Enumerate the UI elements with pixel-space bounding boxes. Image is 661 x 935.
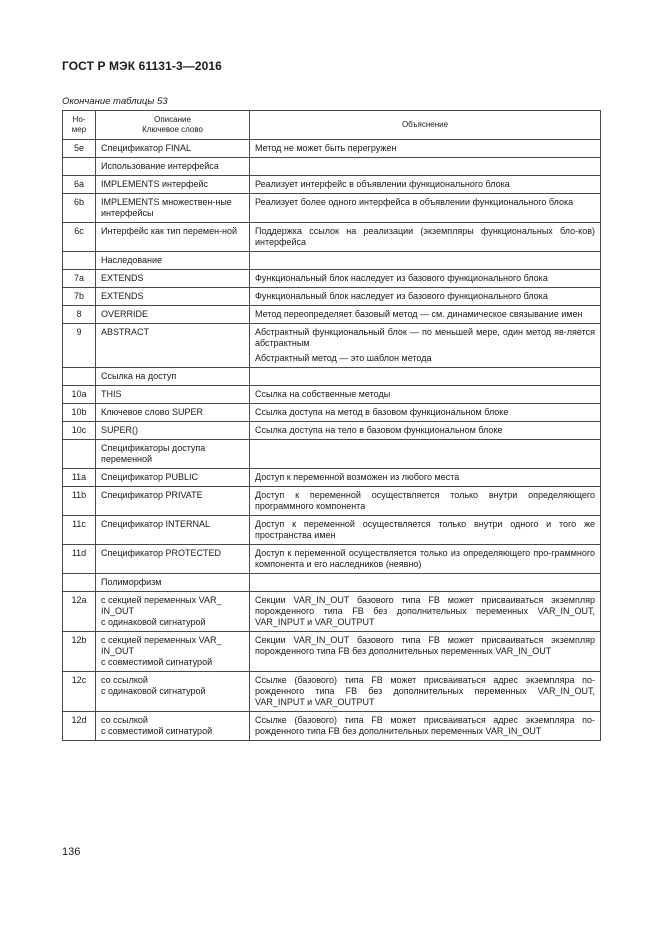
description-text: Спецификатор PROTECTED bbox=[101, 548, 221, 558]
row-explanation bbox=[250, 516, 601, 545]
description-text: Спецификатор FINAL bbox=[101, 143, 191, 153]
explanation-text: Доступ к переменной осуществляется только внутри определяющего программного компонента bbox=[255, 490, 595, 511]
header-description bbox=[96, 111, 250, 140]
row-number bbox=[63, 158, 96, 176]
explanation-text: Доступ к переменной осуществляется только внутри одного и того же пространства имен bbox=[255, 519, 595, 540]
table-row bbox=[63, 516, 601, 545]
row-explanation bbox=[250, 545, 601, 574]
description-text: EXTENDS bbox=[101, 273, 144, 283]
description-text: Спецификаторы доступа переменной bbox=[101, 443, 206, 464]
explanation-text: Доступ к переменной осуществляется только из определяющего про-граммного компонента и его наследников (неявно) bbox=[255, 548, 595, 569]
explanation-text: Ссылка доступа на тело в базовом функциональном блоке bbox=[255, 425, 503, 435]
explanation-text: Секции VAR_IN_OUT базового типа FB может присваиваться экземпляр порожденного типа FB без дополнительных переменных VAR_IN_OUT bbox=[255, 635, 595, 656]
row-description bbox=[96, 404, 250, 422]
explanation-text: Поддержка ссылок на реализации (экземпляры функциональных бло-ков) интерфейса bbox=[255, 226, 595, 247]
table-row bbox=[63, 422, 601, 440]
row-explanation bbox=[250, 306, 601, 324]
description-subtext: с совместимой сигнатурой bbox=[101, 726, 213, 736]
table-row bbox=[63, 632, 601, 672]
table-row bbox=[63, 672, 601, 712]
section-row bbox=[63, 440, 601, 469]
row-number: 6b bbox=[63, 194, 96, 223]
table-header-row bbox=[63, 111, 601, 140]
row-number: 10b bbox=[63, 404, 96, 422]
table-row bbox=[63, 306, 601, 324]
explanation-text: Ссылке (базового) типа FB может присваиваться адрес экземпляра по-рожденного типа FB без дополнительных переменных VAR_IN_OUT bbox=[255, 715, 595, 736]
table-row bbox=[63, 487, 601, 516]
row-description bbox=[96, 306, 250, 324]
table-row bbox=[63, 386, 601, 404]
description-text: Спецификатор PRIVATE bbox=[101, 490, 203, 500]
description-subtext: с одинаковой сигнатурой bbox=[101, 617, 206, 627]
section-heading bbox=[96, 574, 250, 592]
row-number: 7a bbox=[63, 270, 96, 288]
description-subtext: с одинаковой сигнатурой bbox=[101, 686, 206, 696]
row-explanation bbox=[250, 469, 601, 487]
row-explanation bbox=[250, 574, 601, 592]
row-number: 12d bbox=[63, 712, 96, 741]
explanation-text: Абстрактный функциональный блок — по меньшей мере, один метод яв-ляется абстрактным bbox=[255, 327, 595, 348]
description-text: со ссылкой bbox=[101, 675, 148, 685]
row-description bbox=[96, 672, 250, 712]
section-row bbox=[63, 158, 601, 176]
row-number bbox=[63, 252, 96, 270]
row-description bbox=[96, 270, 250, 288]
row-explanation bbox=[250, 176, 601, 194]
section-heading bbox=[96, 252, 250, 270]
row-explanation bbox=[250, 194, 601, 223]
section-heading bbox=[96, 158, 250, 176]
description-text: IMPLEMENTS множествен-ные интерфейсы bbox=[101, 197, 232, 218]
description-text: Спецификатор INTERNAL bbox=[101, 519, 210, 529]
explanation-text: Секции VAR_IN_OUT базового типа FB может присваиваться экземпляр порожденного типа FB без дополнительных переменных VAR_IN_OUT, VAR_INPUT и VAR_OUTPUT bbox=[255, 595, 595, 627]
row-description bbox=[96, 386, 250, 404]
table-row bbox=[63, 712, 601, 741]
row-explanation bbox=[250, 223, 601, 252]
row-description bbox=[96, 712, 250, 741]
table-row bbox=[63, 545, 601, 574]
explanation-text: Метод не может быть перегружен bbox=[255, 143, 397, 153]
row-number bbox=[63, 574, 96, 592]
table-caption: Окончание таблицы 53 bbox=[62, 96, 168, 107]
page-number: 136 bbox=[62, 846, 81, 858]
section-row bbox=[63, 252, 601, 270]
row-explanation bbox=[250, 324, 601, 368]
explanation-text: Ссылка доступа на метод в базовом функциональном блоке bbox=[255, 407, 509, 417]
description-text: IMPLEMENTS интерфейс bbox=[101, 179, 208, 189]
description-text: THIS bbox=[101, 389, 122, 399]
row-number: 12b bbox=[63, 632, 96, 672]
row-explanation bbox=[250, 422, 601, 440]
header-explanation: Объяснение bbox=[250, 111, 601, 140]
row-description bbox=[96, 324, 250, 368]
description-text: Полиморфизм bbox=[101, 577, 162, 587]
table-row bbox=[63, 592, 601, 632]
row-description bbox=[96, 487, 250, 516]
row-explanation bbox=[250, 386, 601, 404]
row-number: 7b bbox=[63, 288, 96, 306]
section-heading bbox=[96, 440, 250, 469]
description-text: с секцией переменных VAR_ IN_OUT bbox=[101, 595, 222, 616]
table-row bbox=[63, 194, 601, 223]
row-explanation bbox=[250, 632, 601, 672]
row-description bbox=[96, 176, 250, 194]
row-explanation bbox=[250, 140, 601, 158]
row-description bbox=[96, 194, 250, 223]
row-number: 9 bbox=[63, 324, 96, 368]
explanation-text: Ссылке (базового) типа FB может присваиваться адрес экземпляра по-рожденного типа FB без дополнительных переменных VAR_IN_OUT, VAR_INPUT и VAR_OUTPUT bbox=[255, 675, 595, 707]
row-number bbox=[63, 440, 96, 469]
row-number: 8 bbox=[63, 306, 96, 324]
description-text: Ссылка на доступ bbox=[101, 371, 177, 381]
description-text: с секцией переменных VAR_ IN_OUT bbox=[101, 635, 222, 656]
table-row bbox=[63, 324, 601, 368]
row-explanation bbox=[250, 270, 601, 288]
row-number: 6a bbox=[63, 176, 96, 194]
row-number: 6c bbox=[63, 223, 96, 252]
row-explanation bbox=[250, 288, 601, 306]
row-description bbox=[96, 516, 250, 545]
standard-title: ГОСТ Р МЭК 61131-3—2016 bbox=[62, 59, 222, 73]
explanation-text: Функциональный блок наследует из базового функционального блока bbox=[255, 291, 548, 301]
row-explanation bbox=[250, 252, 601, 270]
description-text: Спецификатор PUBLIC bbox=[101, 472, 198, 482]
row-description bbox=[96, 592, 250, 632]
explanation-text: Ссылка на собственные методы bbox=[255, 389, 391, 399]
row-description bbox=[96, 545, 250, 574]
table-row bbox=[63, 223, 601, 252]
row-explanation bbox=[250, 487, 601, 516]
description-text: Ключевое слово SUPER bbox=[101, 407, 203, 417]
row-number bbox=[63, 368, 96, 386]
row-number: 10a bbox=[63, 386, 96, 404]
description-text: EXTENDS bbox=[101, 291, 144, 301]
row-number: 10c bbox=[63, 422, 96, 440]
row-explanation bbox=[250, 592, 601, 632]
table-row bbox=[63, 270, 601, 288]
explanation-text: Функциональный блок наследует из базового функционального блока bbox=[255, 273, 548, 283]
row-number: 11b bbox=[63, 487, 96, 516]
row-description bbox=[96, 469, 250, 487]
row-explanation bbox=[250, 158, 601, 176]
row-number: 12c bbox=[63, 672, 96, 712]
row-description bbox=[96, 422, 250, 440]
header-description-line1: Описание bbox=[154, 115, 191, 124]
table-row bbox=[63, 176, 601, 194]
table-row bbox=[63, 404, 601, 422]
row-description bbox=[96, 223, 250, 252]
row-explanation bbox=[250, 712, 601, 741]
description-text: со ссылкой bbox=[101, 715, 148, 725]
description-text: Использование интерфейса bbox=[101, 161, 219, 171]
table-row bbox=[63, 288, 601, 306]
row-number: 11a bbox=[63, 469, 96, 487]
section-row bbox=[63, 574, 601, 592]
features-table bbox=[62, 110, 601, 741]
row-description bbox=[96, 632, 250, 672]
explanation-text: Метод переопределяет базовый метод — см. динамическое связывание имен bbox=[255, 309, 583, 319]
row-description bbox=[96, 140, 250, 158]
description-text: SUPER() bbox=[101, 425, 139, 435]
row-number: 5e bbox=[63, 140, 96, 158]
row-number: 12a bbox=[63, 592, 96, 632]
section-heading bbox=[96, 368, 250, 386]
header-description-line2: Ключевое слово bbox=[142, 125, 203, 134]
description-subtext: с совместимой сигнатурой bbox=[101, 657, 213, 667]
section-row bbox=[63, 368, 601, 386]
explanation-text: Реализует интерфейс в объявлении функционального блока bbox=[255, 179, 510, 189]
table-row bbox=[63, 140, 601, 158]
description-text: ABSTRACT bbox=[101, 327, 150, 337]
row-explanation bbox=[250, 440, 601, 469]
row-explanation bbox=[250, 672, 601, 712]
row-description bbox=[96, 288, 250, 306]
explanation-text: Реализует более одного интерфейса в объявлении функционального блока bbox=[255, 197, 574, 207]
description-text: Наследование bbox=[101, 255, 163, 265]
row-number: 11c bbox=[63, 516, 96, 545]
table-row bbox=[63, 469, 601, 487]
description-text: Интерфейс как тип перемен-ной bbox=[101, 226, 238, 236]
row-number: 11d bbox=[63, 545, 96, 574]
explanation-text: Доступ к переменной возможен из любого места bbox=[255, 472, 460, 482]
explanation-subtext: Абстрактный метод — это шаблон метода bbox=[255, 353, 432, 363]
row-explanation bbox=[250, 404, 601, 422]
row-explanation bbox=[250, 368, 601, 386]
description-text: OVERRIDE bbox=[101, 309, 149, 319]
header-number: Но- мер bbox=[63, 111, 96, 140]
